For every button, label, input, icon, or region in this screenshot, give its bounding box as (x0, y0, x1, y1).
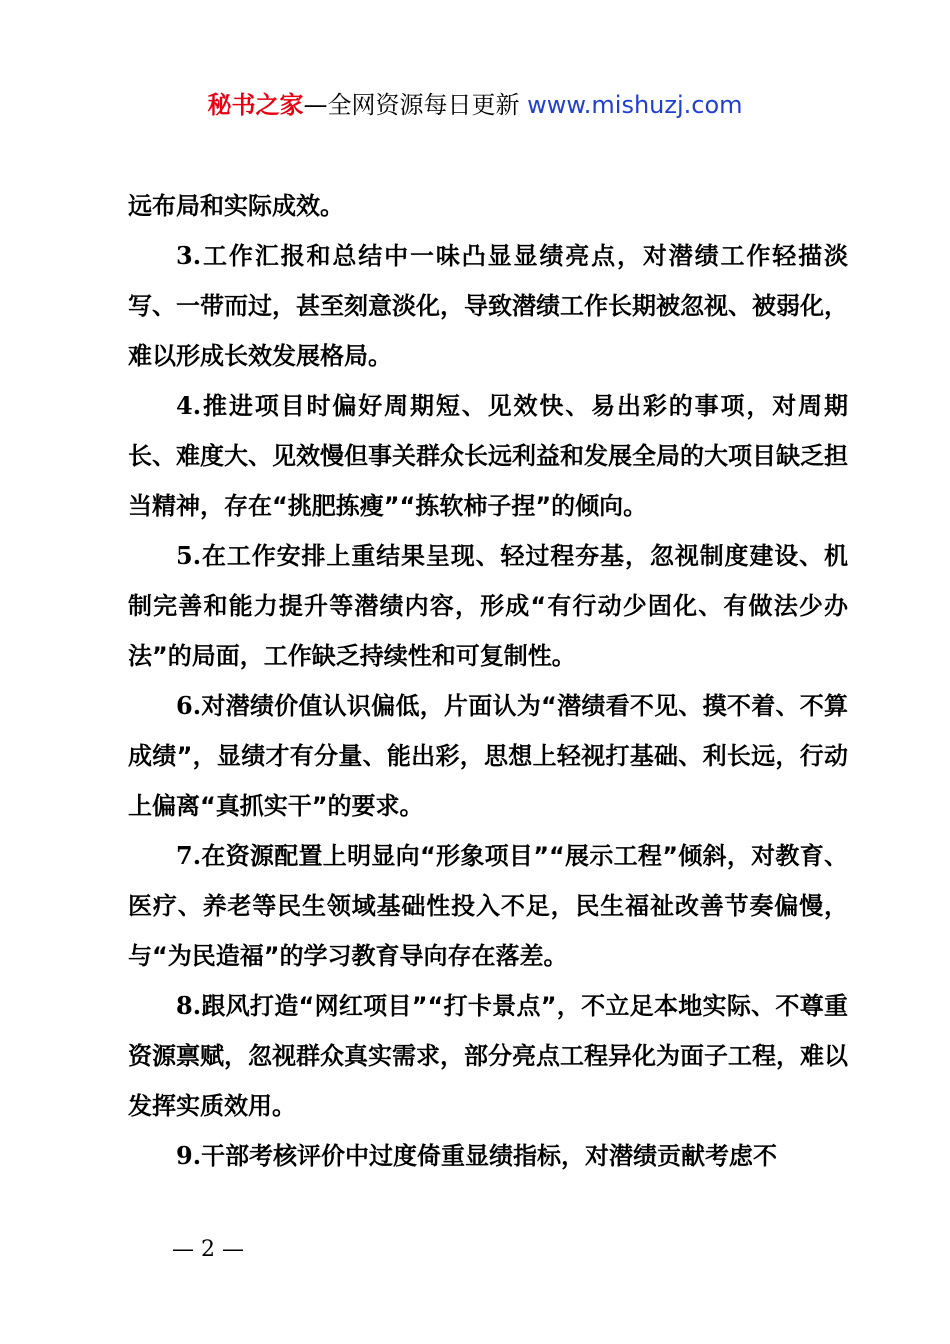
list-item-3 (128, 231, 848, 381)
list-item-7 (128, 831, 848, 981)
item-number: 3. (176, 241, 202, 270)
item-number: 9. (176, 1141, 202, 1170)
site-url-link[interactable]: www.mishuzj.com (527, 91, 743, 119)
site-header (0, 88, 950, 122)
list-item-6 (128, 681, 848, 831)
item-text: 干部考核评价中过度倚重显绩指标，对潜绩贡献考虑不 (201, 1142, 778, 1170)
list-item-4 (128, 381, 848, 531)
page-number: — 2 — (172, 1237, 244, 1262)
item-number: 5. (176, 541, 202, 570)
item-text: 推进项目时偏好周期短、见效快、易出彩的事项，对周期长、难度大、见效慢但事关群众长远利益和发展全局的大项目缺乏担当精神，存在“挑肥拣瘦”“拣软柿子捏”的倾向。 (128, 392, 848, 520)
item-number: 8. (176, 991, 202, 1020)
site-tagline: —全网资源每日更新 (303, 91, 528, 119)
item-number: 6. (176, 691, 202, 720)
item-text: 在工作安排上重结果呈现、轻过程夯基，忽视制度建设、机制完善和能力提升等潜绩内容，形成“有行动少固化、有做法少办法”的局面，工作缺乏持续性和可复制性。 (128, 542, 848, 670)
list-item-8 (128, 981, 848, 1131)
item-text: 跟风打造“网红项目”“打卡景点”，不立足本地实际、不尊重资源禀赋，忽视群众真实需求，部分亮点工程异化为面子工程，难以发挥实质效用。 (128, 992, 848, 1120)
list-item-5 (128, 531, 848, 681)
document-body (128, 181, 848, 1181)
site-name: 秘书之家 (207, 91, 304, 119)
item-text: 工作汇报和总结中一味凸显显绩亮点，对潜绩工作轻描淡写、一带而过，甚至刻意淡化，导致潜绩工作长期被忽视、被弱化，难以形成长效发展格局。 (128, 242, 848, 370)
item-number: 4. (176, 391, 202, 420)
continuation-paragraph: 远布局和实际成效。 (128, 192, 344, 220)
list-item-9 (128, 1131, 848, 1181)
item-text: 对潜绩价值认识偏低，片面认为“潜绩看不见、摸不着、不算成绩”，显绩才有分量、能出彩，思想上轻视打基础、利长远，行动上偏离“真抓实干”的要求。 (128, 692, 848, 820)
item-number: 7. (176, 841, 202, 870)
item-text: 在资源配置上明显向“形象项目”“展示工程”倾斜，对教育、医疗、养老等民生领域基础性投入不足，民生福祉改善节奏偏慢，与“为民造福”的学习教育导向存在落差。 (128, 842, 848, 970)
